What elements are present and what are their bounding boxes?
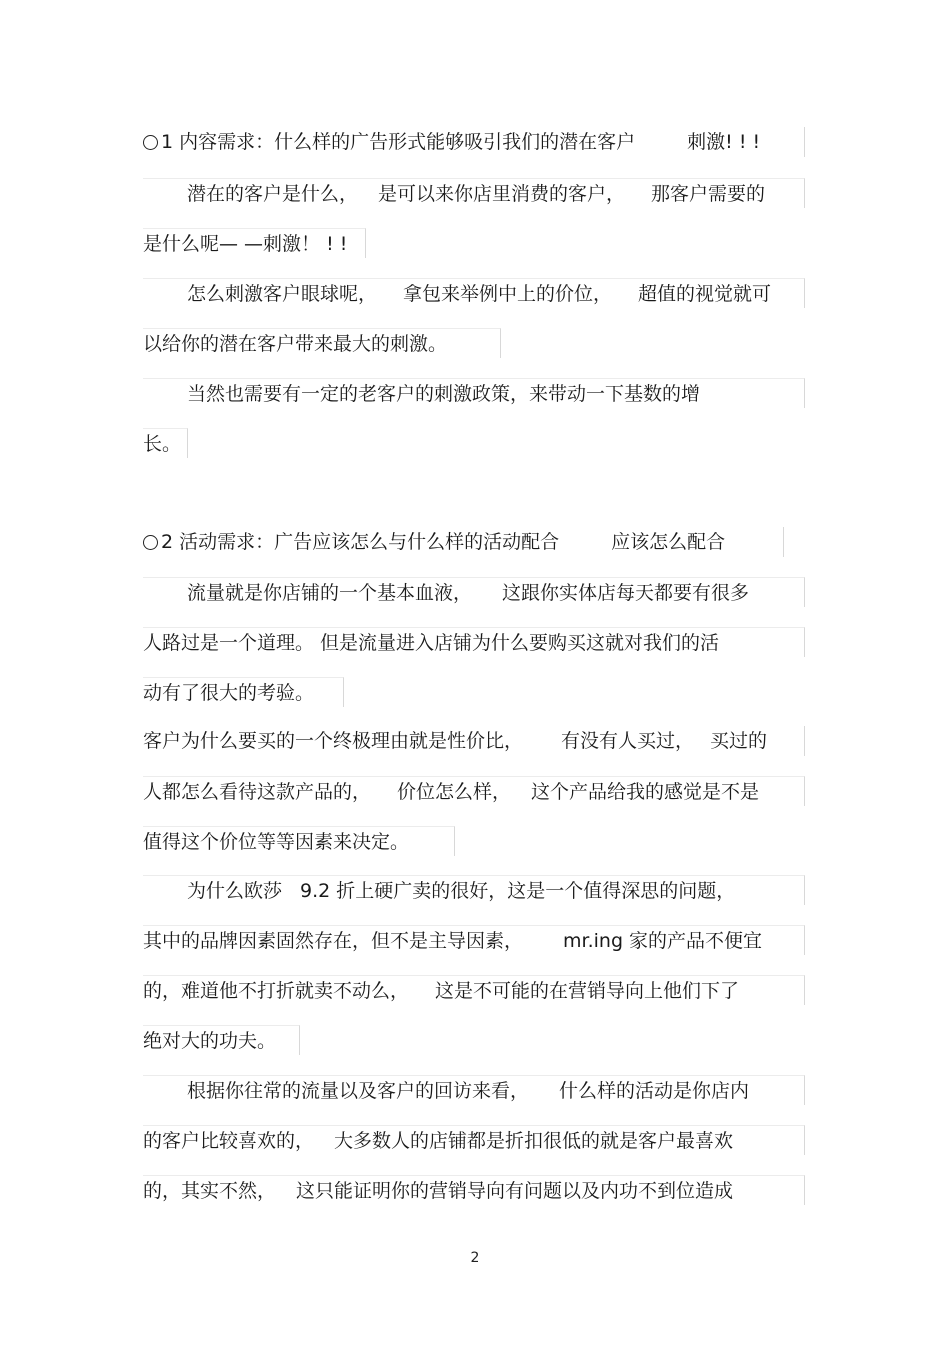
paragraph-line: 以给你的潜在客户带来最大的刺激。 [143, 328, 501, 358]
page-number: 2 [470, 1250, 480, 1266]
section-tail: 应该怎么配合 [611, 531, 726, 553]
section-title: 内容需求：什么样的广告形式能够吸引我们的潜在客户 [179, 131, 636, 153]
paragraph-line: 动有了很大的考验。 [143, 677, 344, 707]
circle-bullet-icon [143, 535, 158, 550]
paragraph-line: 潜在的客户是什么， 是可以来你店里消费的客户， 那客户需要的 [143, 178, 805, 208]
paragraph-line: 长。 [143, 428, 188, 458]
section-heading [143, 527, 784, 557]
section-number: 2 [161, 531, 174, 553]
paragraph-line: 人都怎么看待这款产品的， 价位怎么样， 这个产品给我的感觉是不是 [143, 776, 805, 806]
paragraph-line: 的，难道他不打折就卖不动么， 这是不可能的在营销导向上他们下了 [143, 975, 805, 1005]
paragraph-line: 其中的品牌因素固然存在，但不是主导因素， mr.ing 家的产品不便宜 [143, 925, 805, 955]
section-heading [143, 127, 805, 157]
section-number: 1 [161, 131, 174, 153]
section-title: 活动需求：广告应该怎么与什么样的活动配合 [179, 531, 560, 553]
paragraph-line: 的客户比较喜欢的， 大多数人的店铺都是折扣很低的就是客户最喜欢 [143, 1125, 805, 1155]
paragraph-line: 人路过是一个道理。 但是流量进入店铺为什么要购买这就对我们的活 [143, 627, 805, 657]
paragraph-line: 值得这个价位等等因素来决定。 [143, 826, 455, 856]
section-tail: 刺激! ! ! [687, 131, 761, 153]
paragraph-line: 怎么刺激客户眼球呢， 拿包来举例中上的价位， 超值的视觉就可 [143, 278, 805, 308]
paragraph-line: 根据你往常的流量以及客户的回访来看， 什么样的活动是你店内 [143, 1075, 805, 1105]
paragraph-line: 绝对大的功夫。 [143, 1025, 300, 1055]
paragraph-line: 客户为什么要买的一个终极理由就是性价比， 有没有人买过， 买过的 [143, 726, 805, 756]
paragraph-line: 为什么欧莎 9.2 折上硬广卖的很好，这是一个值得深思的问题， [143, 875, 805, 905]
paragraph-line: 的，其实不然， 这只能证明你的营销导向有问题以及内功不到位造成 [143, 1175, 805, 1205]
paragraph-line: 是什么呢— —刺激！ ! ! [143, 228, 366, 258]
paragraph-line: 当然也需要有一定的老客户的刺激政策，来带动一下基数的增 [143, 378, 805, 408]
circle-bullet-icon [143, 135, 158, 150]
paragraph-line: 流量就是你店铺的一个基本血液， 这跟你实体店每天都要有很多 [143, 577, 805, 607]
